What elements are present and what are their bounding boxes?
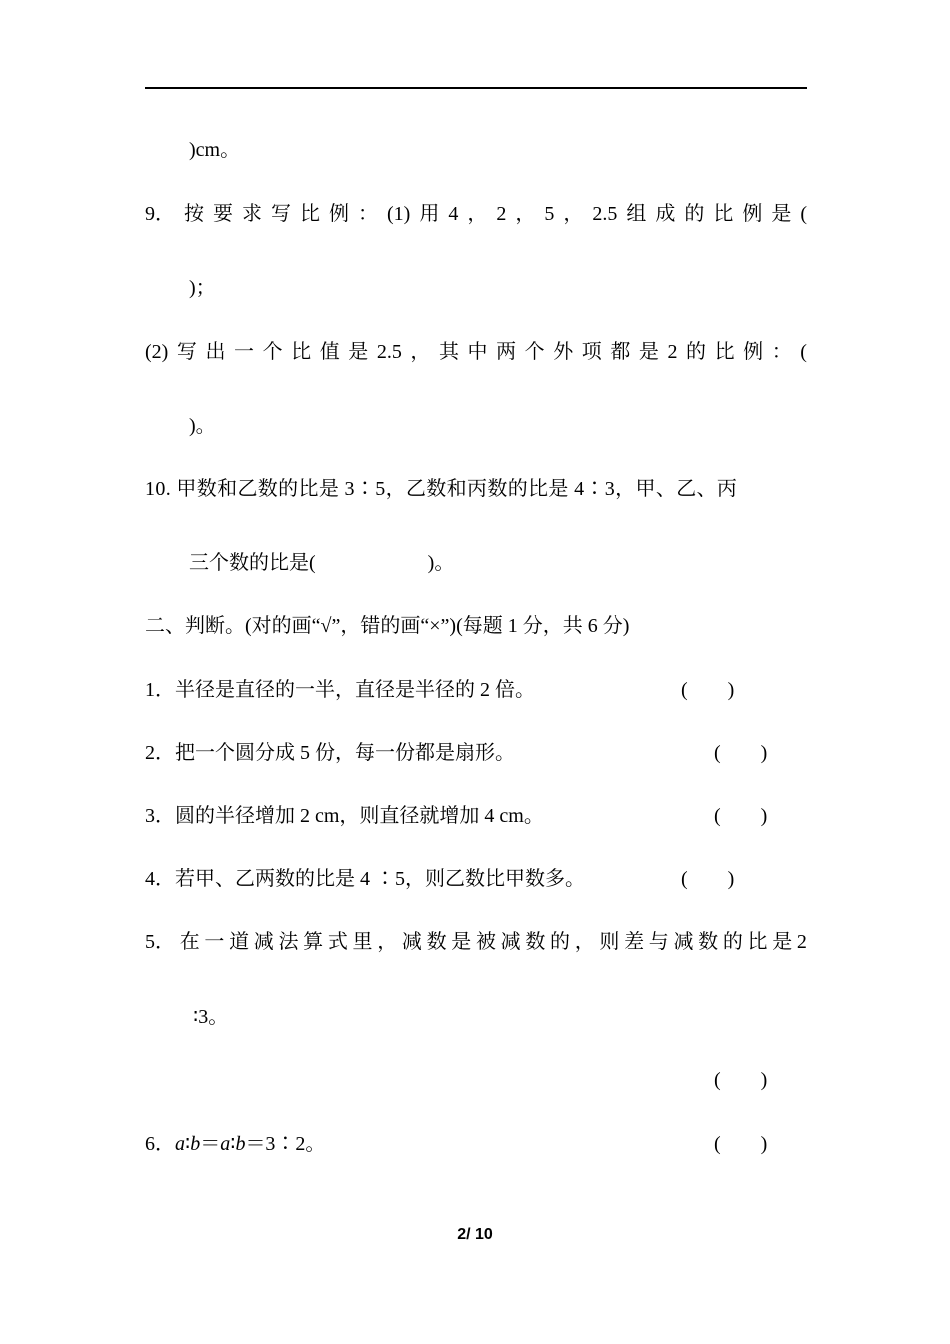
q10-line2-end: )。 [427, 552, 455, 574]
header-rule [145, 87, 807, 89]
text-token: ( [800, 341, 807, 363]
text-token: 个 [524, 341, 545, 363]
text-token: 写 [176, 341, 197, 363]
text-token: ， [563, 203, 584, 225]
text-token: 按 [184, 203, 204, 225]
text-token: 5． [145, 931, 175, 953]
text-token: 中 [467, 341, 488, 363]
judge-item-3: 3．圆的半径增加 2 cm，则直径就增加 4 cm。 [145, 805, 544, 827]
text-token: 的 [686, 341, 707, 363]
text-token: 例 [743, 341, 764, 363]
text-token: 在 [179, 931, 200, 953]
answer-paren-2: ( ) [714, 742, 768, 764]
text-token: 项 [581, 341, 602, 363]
text-token: 都 [610, 341, 631, 363]
text-token: ， [467, 203, 488, 225]
equals-sign: ＝ [200, 1133, 221, 1155]
answer-paren-6: ( ) [714, 1133, 768, 1155]
text-token: 式 [327, 931, 348, 953]
item-number: 6． [145, 1133, 175, 1155]
judge-item-6 [145, 1131, 325, 1157]
text-token: 差 [624, 931, 645, 953]
q9-tail1: )； [189, 277, 216, 299]
text-token: 写 [271, 203, 291, 225]
text-token: 减 [673, 931, 694, 953]
text-token: 是 [771, 203, 792, 225]
text-token: 4 [448, 203, 459, 225]
text-token: 比 [714, 341, 735, 363]
text-token: 的 [684, 203, 705, 225]
q10-line2-start: 三个数的比是( [189, 552, 316, 574]
var-b: b [235, 1133, 246, 1155]
text-token: 9． [145, 203, 175, 225]
text-token: ( [800, 203, 807, 225]
text-token: 两 [496, 341, 517, 363]
text-token: 减 [401, 931, 422, 953]
q10-line2 [189, 550, 454, 576]
answer-paren-3: ( ) [714, 805, 768, 827]
q9-tail2: )。 [189, 415, 216, 437]
judge-item-1: 1．半径是直径的一半，直径是半径的 2 倍。 [145, 679, 535, 701]
text-token: 与 [648, 931, 669, 953]
text-token: ， [410, 341, 431, 363]
text-token: 是 [348, 341, 369, 363]
text-token: 道 [229, 931, 250, 953]
text-token: 比 [747, 931, 768, 953]
var-a: a [220, 1133, 231, 1155]
text-token: 例 [329, 203, 349, 225]
text-token: 个 [262, 341, 283, 363]
text-token: 要 [213, 203, 233, 225]
text-token: 是 [451, 931, 472, 953]
judge-item-5-line2: ∶3。 [193, 1006, 229, 1028]
text-token: 2 [667, 341, 678, 363]
text-token: 用 [419, 203, 440, 225]
text-token: 2.5 [592, 203, 618, 225]
ratio-result: ＝3∶2。 [245, 1133, 326, 1155]
q10-line1: 10. 甲数和乙数的比是 3∶5，乙数和丙数的比是 4∶3，甲、乙、丙 [145, 478, 738, 500]
q8-tail: )cm。 [189, 139, 241, 161]
text-token: ： [358, 203, 378, 225]
text-token: 比 [713, 203, 734, 225]
text-token: 里 [352, 931, 373, 953]
text-token: 减 [253, 931, 274, 953]
text-token: 求 [242, 203, 262, 225]
ratio-sign: ∶ [185, 1133, 191, 1155]
text-token: 法 [278, 931, 299, 953]
text-token: ， [574, 931, 595, 953]
answer-paren-5: ( ) [714, 1069, 768, 1091]
text-token: (1) [387, 203, 411, 225]
text-token: ， [377, 931, 398, 953]
text-token: 是 [638, 341, 659, 363]
text-token: 则 [599, 931, 620, 953]
text-token: 数 [698, 931, 719, 953]
text-token: 比 [291, 341, 312, 363]
text-token: 一 [204, 931, 225, 953]
ratio-sign: ∶ [230, 1133, 236, 1155]
text-token: 组 [626, 203, 647, 225]
text-token: 减 [500, 931, 521, 953]
judge-item-4: 4．若甲、乙两数的比是 4 ∶5，则乙数比甲数多。 [145, 868, 585, 890]
text-token: 算 [303, 931, 324, 953]
text-token: 一 [234, 341, 255, 363]
text-token: 数 [426, 931, 447, 953]
text-token: 数 [525, 931, 546, 953]
text-token: 的 [550, 931, 570, 953]
q9-line1 [145, 201, 807, 227]
text-token: 其 [438, 341, 459, 363]
text-token: 例 [742, 203, 763, 225]
section2-heading: 二、判断。(对的画“√”，错的画“×”)(每题 1 分，共 6 分) [145, 615, 630, 637]
text-token: ， [515, 203, 536, 225]
text-token: 是 [772, 931, 793, 953]
text-token: (2) [145, 341, 169, 363]
var-a: a [175, 1133, 185, 1155]
text-token: 2 [496, 203, 507, 225]
page-number: 2/ 10 [457, 1226, 493, 1243]
text-token: 比 [300, 203, 320, 225]
text-token: 5 [544, 203, 555, 225]
text-token: 出 [205, 341, 226, 363]
judge-item-2: 2．把一个圆分成 5 份，每一份都是扇形。 [145, 742, 515, 764]
answer-paren-1: ( ) [681, 679, 735, 701]
var-b: b [190, 1133, 201, 1155]
text-token: 值 [319, 341, 340, 363]
text-token: 2 [796, 931, 807, 953]
text-token: 被 [475, 931, 496, 953]
text-token: ： [771, 341, 792, 363]
text-token: 外 [553, 341, 574, 363]
judge-item-5-line1 [145, 929, 807, 955]
q9-line2 [145, 339, 807, 365]
answer-paren-4: ( ) [681, 868, 735, 890]
text-token: 2.5 [376, 341, 402, 363]
text-token: 的 [722, 931, 743, 953]
text-token: 成 [655, 203, 676, 225]
